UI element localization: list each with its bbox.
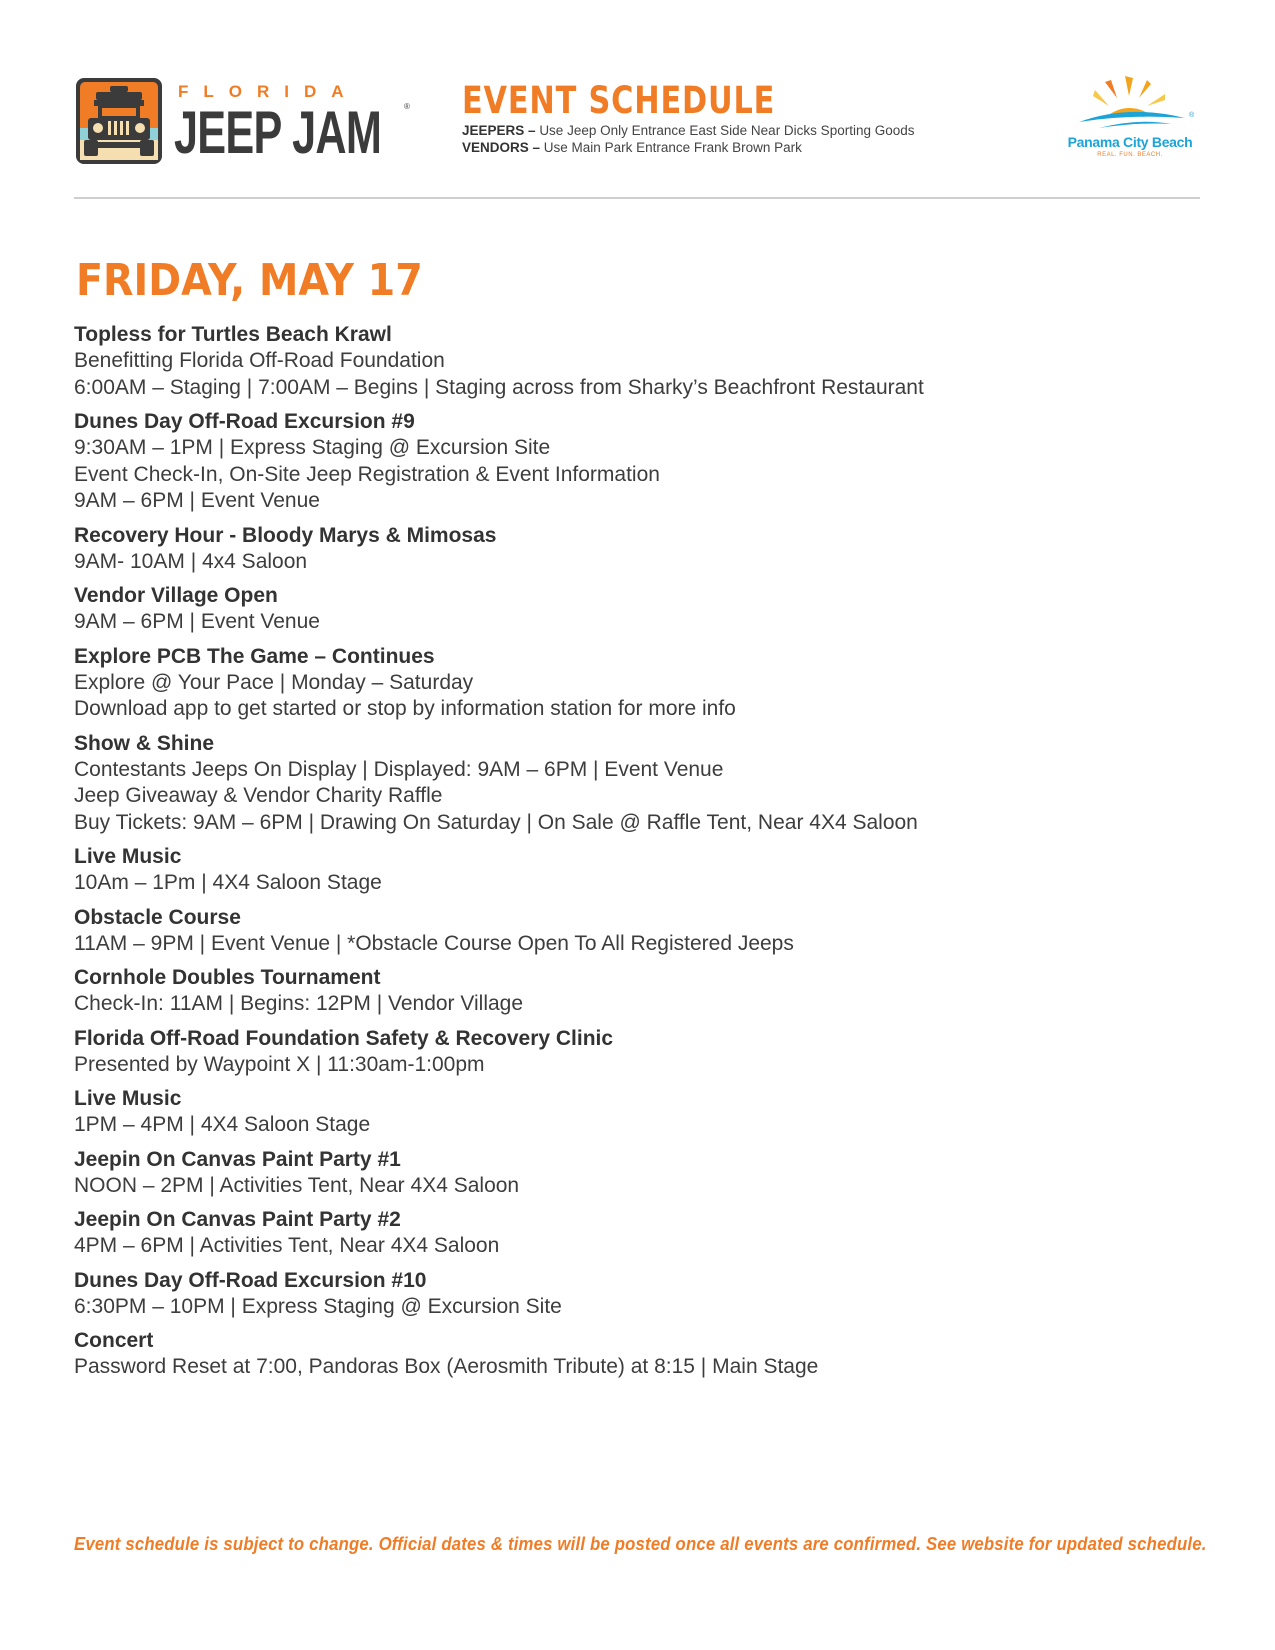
event-title: Topless for Turtles Beach Krawl (74, 323, 392, 346)
event-title: Recovery Hour - Bloody Marys & Mimosas (74, 523, 497, 547)
event-detail: 9AM – 6PM | Event Venue (74, 610, 320, 633)
event-title: Florida Off-Road Foundation Safety & Recovery Clinic (74, 1026, 614, 1050)
brand-florida: FLORIDA (178, 82, 359, 101)
event-detail: Benefitting Florida Off-Road Foundation (74, 349, 445, 372)
event-title: Vendor Village Open (74, 584, 278, 607)
event-detail: 9AM- 10AM | 4x4 Saloon (74, 549, 308, 573)
event-title: Cornhole Doubles Tournament (74, 966, 381, 989)
event-detail: 9:30AM – 1PM | Express Staging @ Excursion Site (74, 436, 551, 459)
event-item (74, 523, 1200, 576)
sponsor-tagline: REAL. FUN. BEACH. (1097, 152, 1163, 158)
day-heading: FRIDAY, MAY 17 (76, 255, 423, 306)
registered-mark: ® (1189, 112, 1195, 119)
event-title: Live Music (74, 1087, 182, 1110)
event-detail: 9AM – 6PM | Event Venue (74, 489, 320, 512)
event-item (74, 1328, 1200, 1381)
schedule-title: EVENT SCHEDULE (462, 79, 776, 122)
event-detail: 10Am – 1Pm | 4X4 Saloon Stage (74, 871, 382, 894)
event-detail: 1PM – 4PM | 4X4 Saloon Stage (74, 1113, 371, 1136)
event-detail: Download app to get started or stop by information station for more info (74, 697, 736, 720)
event-detail: 6:00AM – Staging | 7:00AM – Begins | Staging across from Sharky’s Beachfront Restaurant (74, 375, 924, 399)
event-title: Dunes Day Off-Road Excursion #9 (74, 410, 415, 433)
event-detail: 6:30PM – 10PM | Express Staging @ Excursion Site (74, 1294, 562, 1318)
event-detail: Event Check-In, On-Site Jeep Registration & Event Information (74, 462, 660, 486)
directions-vendors (462, 139, 982, 156)
event-detail: 11AM – 9PM | Event Venue | *Obstacle Course Open To All Registered Jeeps (74, 931, 794, 955)
event-item (74, 409, 1200, 515)
event-detail: Explore @ Your Pace | Monday – Saturday (74, 670, 474, 694)
event-detail: Contestants Jeeps On Display | Displayed: 9AM – 6PM | Event Venue (74, 757, 724, 781)
brand-name: JEEP JAM (174, 99, 382, 166)
jeep-icon (74, 76, 164, 166)
event-item (74, 1268, 1200, 1321)
event-title: Obstacle Course (74, 905, 241, 929)
event-title: Dunes Day Off-Road Excursion #10 (74, 1268, 427, 1292)
footer-disclaimer: Event schedule is subject to change. Official dates & times will be posted once all events are confirmed. See website for updated schedule. (74, 1534, 1207, 1554)
event-title: Jeepin On Canvas Paint Party #2 (74, 1208, 401, 1231)
event-list (74, 322, 1200, 1389)
event-item (74, 1026, 1200, 1079)
directions-label: VENDORS – (462, 140, 541, 155)
event-item (74, 731, 1200, 837)
event-title: Concert (74, 1329, 154, 1352)
event-title: Show & Shine (74, 731, 215, 755)
event-detail: Password Reset at 7:00, Pandoras Box (Aerosmith Tribute) at 8:15 | Main Stage (74, 1355, 819, 1378)
event-item (74, 322, 1200, 401)
event-detail: Buy Tickets: 9AM – 6PM | Drawing On Saturday | On Sale @ Raffle Tent, Near 4X4 Saloon (74, 810, 918, 834)
event-title: Jeepin On Canvas Paint Party #1 (74, 1147, 401, 1171)
event-detail: NOON – 2PM | Activities Tent, Near 4X4 Saloon (74, 1173, 520, 1197)
florida-jeep-jam-logo (74, 74, 410, 168)
sun-icon (1059, 74, 1201, 136)
page-header (74, 74, 1200, 200)
event-detail: 4PM – 6PM | Activities Tent, Near 4X4 Saloon (74, 1234, 500, 1257)
event-detail: Presented by Waypoint X | 11:30am-1:00pm (74, 1052, 485, 1076)
event-item (74, 1147, 1200, 1200)
event-detail: Jeep Giveaway & Vendor Charity Raffle (74, 784, 443, 807)
event-item (74, 965, 1200, 1018)
event-item (74, 1207, 1200, 1260)
registered-mark: ® (404, 102, 410, 111)
directions-jeepers (462, 122, 982, 139)
event-item (74, 905, 1200, 958)
event-title: Explore PCB The Game – Continues (74, 644, 435, 668)
event-item (74, 844, 1200, 897)
directions-label: JEEPERS – (462, 123, 536, 138)
directions-text: Use Jeep Only Entrance East Side Near Dicks Sporting Goods (539, 123, 915, 138)
schedule-header (462, 80, 982, 156)
sponsor-name: Panama City Beach (1067, 134, 1193, 150)
header-divider (74, 197, 1200, 199)
event-item (74, 583, 1200, 636)
event-item (74, 644, 1200, 723)
event-detail: Check-In: 11AM | Begins: 12PM | Vendor Village (74, 992, 524, 1015)
panama-city-beach-logo (1059, 74, 1201, 170)
directions-text: Use Main Park Entrance Frank Brown Park (543, 140, 802, 155)
event-title: Live Music (74, 845, 182, 868)
event-item (74, 1086, 1200, 1139)
